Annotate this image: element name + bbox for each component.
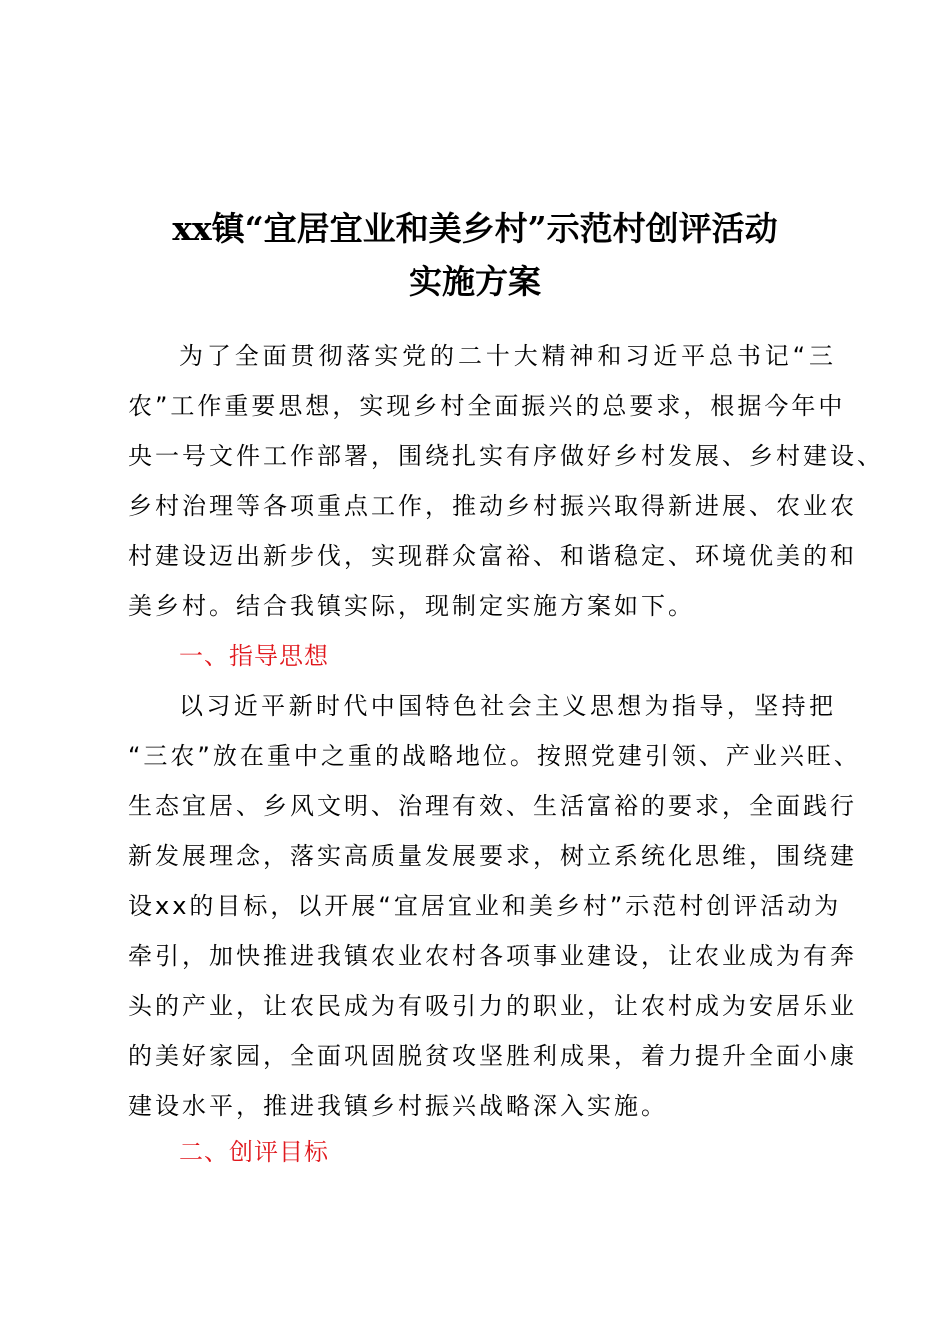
document-title-line2: 实施方案 [409,262,541,301]
intro-line: 央一号文件工作部署，围绕扎实有序做好乡村发展、乡村建设、 [128,442,884,470]
section1-line: 设xx的目标，以开展“宜居宜业和美乡村”示范村创评活动为 [128,892,842,920]
section1-line: 的美好家园，全面巩固脱贫攻坚胜利成果，着力提升全面小康 [128,1042,857,1070]
section1-line: 新发展理念，落实高质量发展要求，树立系统化思维，围绕建 [128,842,857,870]
section2-heading: 二、创评目标 [179,1138,329,1166]
section1-line: 建设水平，推进我镇乡村振兴战略深入实施。 [128,1092,668,1120]
section1-line: 牵引，加快推进我镇农业农村各项事业建设，让农业成为有奔 [128,942,857,970]
intro-line: 村建设迈出新步伐，实现群众富裕、和谐稳定、环境优美的和 [128,542,857,570]
section1-line: “三农”放在重中之重的战略地位。按照党建引领、产业兴旺、 [128,742,861,770]
intro-line: 美乡村。结合我镇实际，现制定实施方案如下。 [128,592,695,620]
section1-line: 以习近平新时代中国特色社会主义思想为指导，坚持把 [179,692,836,720]
section1-heading: 一、指导思想 [179,642,329,670]
section1-line: 生态宜居、乡风文明、治理有效、生活富裕的要求，全面践行 [128,792,857,820]
intro-line: 农”工作重要思想，实现乡村全面振兴的总要求，根据今年中 [128,392,846,420]
section1-line: 头的产业，让农民成为有吸引力的职业，让农村成为安居乐业 [128,992,857,1020]
document-title-line1: xx镇“宜居宜业和美乡村”示范村创评活动 [172,209,778,248]
intro-line: 为了全面贯彻落实党的二十大精神和习近平总书记“三 [179,342,836,370]
intro-line: 乡村治理等各项重点工作，推动乡村振兴取得新进展、农业农 [128,492,857,520]
